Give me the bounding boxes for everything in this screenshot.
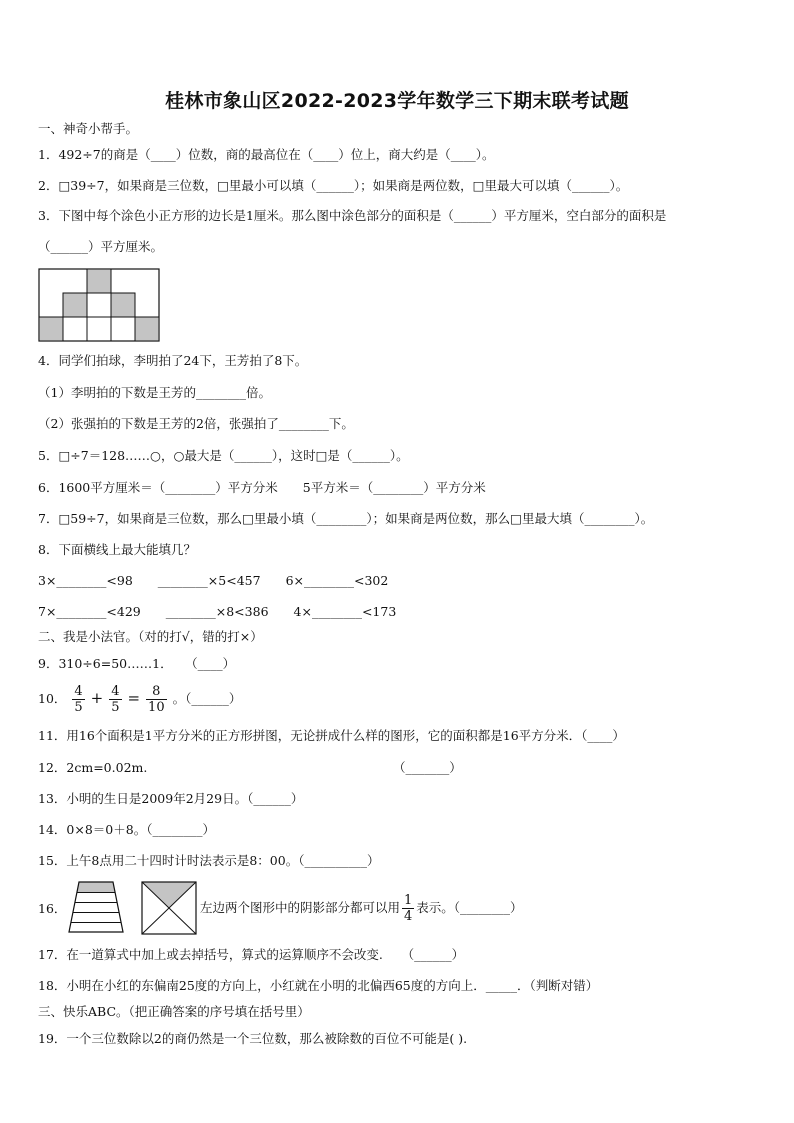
- question-19: 19．一个三位数除以2的商仍然是一个三位数，那么被除数的百位不可能是( ).: [38, 1031, 468, 1046]
- question-4-part-1: （1）李明拍的下数是王芳的________倍。: [38, 385, 271, 400]
- question-14: 14．0×8＝0＋8。（________）: [38, 822, 215, 837]
- page-title: 桂林市象山区2022-2023学年数学三下期末联考试题: [165, 90, 629, 112]
- question-10-label: 10．: [38, 691, 67, 706]
- question-8-row-2: 7×________<429 ________×8<386 4×________<173: [38, 604, 397, 619]
- question-16-text: 左边两个图形中的阴影部分都可以用 $\frac{1}{4}$ 表示。（________）: [200, 893, 523, 924]
- question-3-line-2: （______）平方厘米。: [38, 239, 164, 254]
- question-17: 17．在一道算式中加上或去掉括号，算式的运算顺序不会改变. （______）: [38, 947, 465, 962]
- question-8-row-1: 3×________<98 ________×5<457 6×________<302: [38, 573, 389, 588]
- question-11: 11．用16个面积是1平方分米的正方形拼图，无论拼成什么样的图形，它的面积都是16平方分米．（____）: [38, 728, 625, 743]
- section-heading-2: 二、我是小法官。（对的打√，错的打×）: [38, 629, 263, 644]
- fraction: $\frac{4}{5}$: [111, 684, 120, 715]
- question-16-label: 16．: [38, 901, 67, 916]
- question-15: 15．上午8点用二十四时计时法表示是8：00。（__________）: [38, 853, 380, 868]
- shaded-squares-figure: [38, 268, 160, 342]
- fraction: $\frac{4}{5}$: [74, 684, 83, 715]
- shaded-band: [77, 882, 116, 893]
- question-9: 9．310÷6=50……1． （____）: [38, 656, 236, 671]
- question-6: 6．1600平方厘米＝（________）平方分米 5平方米＝（________）平方分米: [38, 480, 486, 495]
- question-18: 18．小明在小红的东偏南25度的方向上，小红就在小明的北偏西65度的方向上．_____．（判断对错）: [38, 978, 599, 993]
- question-7: 7．□59÷7，如果商是三位数，那么□里最小填（________）；如果商是两位数，那么□里最大填（________）。: [38, 511, 654, 526]
- fraction: $\frac{1}{4}$: [404, 893, 413, 924]
- question-4: 4．同学们拍球，李明拍了24下，王芳拍了8下。: [38, 353, 308, 368]
- shaded-square: [63, 293, 87, 317]
- question-12-blank: （_______）: [393, 760, 462, 775]
- question-1: 1．492÷7的商是（____）位数，商的最高位在（____）位上，商大约是（____）。: [38, 147, 495, 162]
- shaded-square: [87, 269, 111, 293]
- trapezoid-figure: [66, 880, 126, 934]
- shaded-square: [111, 293, 135, 317]
- question-2: 2．□39÷7，如果商是三位数，□里最小可以填（______）；如果商是两位数，□里最大可以填（______）。: [38, 178, 629, 193]
- section-heading-3: 三、快乐ABC。（把正确答案的序号填在括号里）: [38, 1004, 310, 1019]
- question-13: 13．小明的生日是2009年2月29日。（______）: [38, 791, 304, 806]
- section-heading-1: 一、神奇小帮手。: [38, 121, 139, 136]
- shaded-triangle: [142, 882, 196, 908]
- question-10: 10． $\frac{4}{5}$ + $\frac{4}{5}$ = $\frac{8}{10}$ 。（______）: [38, 684, 242, 715]
- shaded-square: [135, 317, 159, 341]
- question-5: 5．□÷7＝128……○，○最大是（______），这时□是（______）。: [38, 448, 409, 463]
- question-12: 12．2cm=0.02m.: [38, 760, 148, 775]
- fraction: $\frac{8}{10}$: [148, 684, 165, 715]
- square-with-diagonals-figure: [140, 880, 198, 936]
- question-8: 8．下面横线上最大能填几？: [38, 542, 196, 557]
- question-3-line-1: 3．下图中每个涂色小正方形的边长是1厘米。那么图中涂色部分的面积是（______）平方厘米，空白部分的面积是: [38, 208, 667, 223]
- shaded-square: [39, 317, 63, 341]
- question-4-part-2: （2）张强拍的下数是王芳的2倍，张强拍了________下。: [38, 416, 354, 431]
